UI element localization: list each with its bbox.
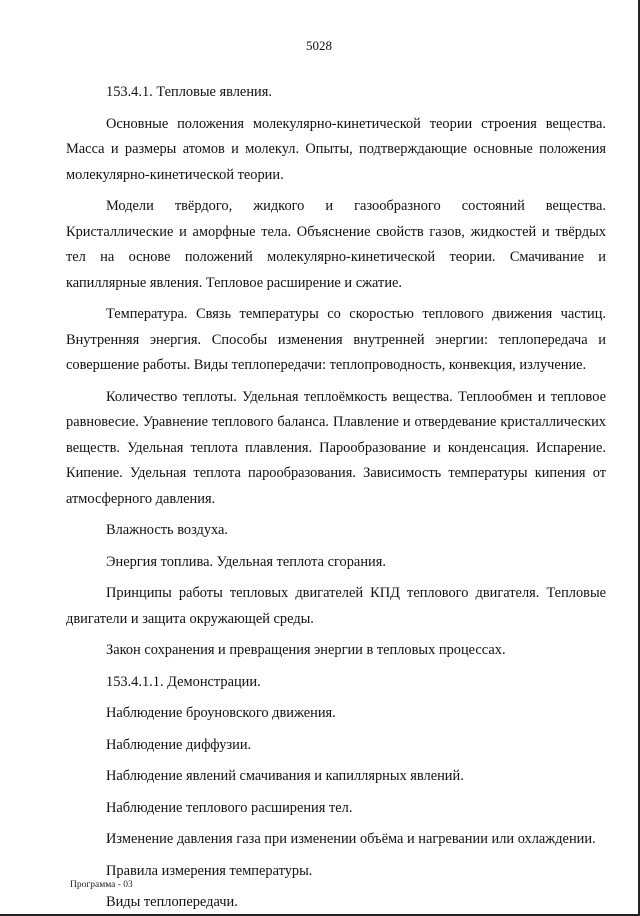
paragraph-energy-conservation: Закон сохранения и превращения энергии в тепловых процессах. (106, 642, 506, 658)
list-item-gas-pressure: Изменение давления газа при изменении объёма и нагревании или охлаждении. (106, 831, 596, 847)
document-body (66, 70, 606, 916)
list-item-diffusion: Наблюдение диффузии. (106, 736, 252, 753)
list-item-brownian-motion: Наблюдение броуновского движения. (106, 705, 336, 721)
paragraph-heat-quantity: Количество теплоты. Удельная теплоёмкость вещества. Теплообмен и тепловое равновесие. Уравнение теплового баланса. Плавление и отвердевание кристаллических веществ. Удельная теплота плавления. Парообразование и конденсация. Испарение. Кипение. Удельная теплота парообразования. Зависимость температуры кипения от атмосферного давления. (66, 388, 606, 507)
subsection-heading-demonstrations: 153.4.1.1. Демонстрации. (106, 673, 261, 690)
paragraph-humidity: Влажность воздуха. (106, 522, 229, 538)
list-item-thermal-expansion: Наблюдение теплового расширения тел. (106, 799, 353, 816)
paragraph-mkt-basics: Основные положения молекулярно-кинетической теории строения вещества. Масса и размеры атомов и молекул. Опыты, подтверждающие основные положения молекулярно-кинетической теории. (66, 115, 606, 183)
paragraph-heat-engines: Принципы работы тепловых двигателей КПД теплового двигателя. Тепловые двигатели и защита окружающей среды. (66, 585, 606, 627)
page-number: 5028 (306, 38, 332, 53)
list-item-wetting: Наблюдение явлений смачивания и капиллярных явлений. (106, 768, 464, 784)
page-footer: Программа - 03 (70, 880, 133, 890)
list-item-heat-transfer-types: Виды теплопередачи. (106, 894, 238, 910)
section-heading: 153.4.1. Тепловые явления. (106, 84, 272, 100)
list-item-temperature-measurement: Правила измерения температуры. (106, 862, 313, 879)
paragraph-states-of-matter: Модели твёрдого, жидкого и газообразного состояний вещества. Кристаллические и аморфные тела. Объяснение свойств газов, жидкостей и твёрдых тел на основе положений молекулярно-кинетической теории. Смачивание и капиллярные явления. Тепловое расширение и сжатие. (66, 198, 606, 291)
paragraph-fuel-energy: Энергия топлива. Удельная теплота сгорания. (106, 553, 386, 570)
paragraph-temperature: Температура. Связь температуры со скоростью теплового движения частиц. Внутренняя энергия. Способы изменения внутренней энергии: теплопередача и совершение работы. Виды теплопередачи: теплопроводность, конвекция, излучение. (66, 306, 606, 373)
